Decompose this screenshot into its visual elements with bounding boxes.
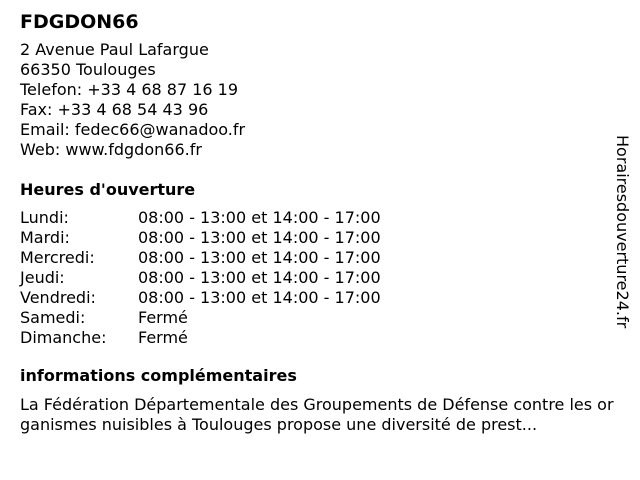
address-street: 2 Avenue Paul Lafargue <box>20 40 209 59</box>
hours-day: Mercredi: <box>20 248 95 267</box>
hours-day: Vendredi: <box>20 288 96 307</box>
hours-row-tuesday <box>20 228 620 248</box>
hours-day: Lundi: <box>20 208 69 227</box>
side-brand-watermark: Horairesdouverture24.fr <box>613 135 632 329</box>
hours-day: Jeudi: <box>20 268 65 287</box>
phone-line: Telefon: +33 4 68 87 16 19 <box>20 80 239 99</box>
hours-time: Fermé <box>138 308 188 327</box>
hours-day: Samedi: <box>20 308 86 327</box>
hours-row-monday <box>20 208 620 228</box>
hours-time: 08:00 - 13:00 et 14:00 - 17:00 <box>138 248 381 267</box>
business-card <box>20 8 620 435</box>
hours-heading: Heures d'ouverture <box>20 180 196 199</box>
info-text: La Fédération Départementale des Groupements de Défense contre les organismes nuisibles à Toulouges propose une diversité de prest... <box>20 395 614 434</box>
hours-row-friday <box>20 288 620 308</box>
hours-row-sunday <box>20 328 620 348</box>
hours-row-saturday <box>20 308 620 328</box>
hours-table <box>20 208 620 348</box>
hours-time: Fermé <box>138 328 188 347</box>
hours-time: 08:00 - 13:00 et 14:00 - 17:00 <box>138 268 381 287</box>
hours-day: Mardi: <box>20 228 70 247</box>
hours-day: Dimanche: <box>20 328 107 347</box>
address-city: 66350 Toulouges <box>20 60 156 79</box>
hours-row-wednesday <box>20 248 620 268</box>
web-line: Web: www.fdgdon66.fr <box>20 140 202 159</box>
hours-time: 08:00 - 13:00 et 14:00 - 17:00 <box>138 288 381 307</box>
hours-row-thursday <box>20 268 620 288</box>
info-heading: informations complémentaires <box>20 366 297 385</box>
business-name: FDGDON66 <box>20 11 139 33</box>
hours-time: 08:00 - 13:00 et 14:00 - 17:00 <box>138 208 381 227</box>
hours-time: 08:00 - 13:00 et 14:00 - 17:00 <box>138 228 381 247</box>
email-line: Email: fedec66@wanadoo.fr <box>20 120 246 139</box>
contact-block <box>20 40 620 160</box>
fax-line: Fax: +33 4 68 54 43 96 <box>20 100 209 119</box>
